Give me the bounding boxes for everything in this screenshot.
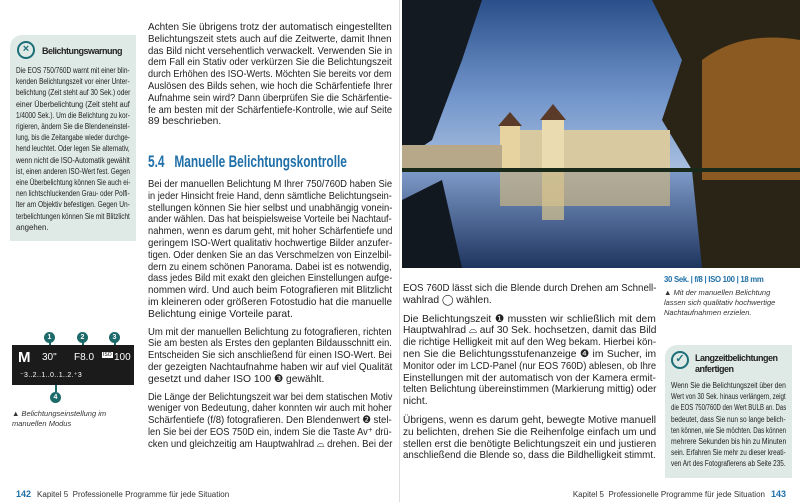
text-line — [671, 425, 786, 436]
text-line — [148, 105, 392, 117]
body-text-part1 — [148, 22, 392, 128]
text-line-text: Belichtung einige Vorteile parat. — [148, 308, 293, 320]
text-line-text: ten können, wie Sie möchten. Das können — [671, 425, 787, 435]
text-line-text: Auslösen des Bilds sehen, wie hoch die Schärfentiefe Ihrer — [148, 80, 393, 92]
tip-box — [665, 345, 792, 478]
text-line — [16, 121, 130, 132]
text-line-text: Entscheiden Sie sich anschließend für einen ISO-Wert. Bei — [148, 350, 392, 362]
text-line — [403, 314, 656, 326]
text-line — [148, 93, 392, 105]
text-line — [403, 349, 656, 361]
text-line-text: kenden Belichtungszeit vor einer Unter- — [16, 77, 130, 87]
text-line-text: weniger von Bedeutung, daher konnten wir auch mit hoher — [148, 403, 392, 415]
text-line — [403, 396, 656, 408]
text-line — [148, 57, 392, 69]
text-line — [148, 309, 392, 321]
photo-caption: ▲ Mit der manuellen Belichtung lassen sich qualitativ hochwertige Nachtaufnahmen erzielen. — [664, 288, 776, 317]
text-line — [148, 427, 392, 439]
text-line-text: wahlrad ◯ wählen. — [403, 294, 492, 306]
text-line-text: nicht. — [403, 396, 428, 408]
text-line-text: die richtige Helligkeit mit auf den Weg bekam. Hierbei kön- — [403, 337, 657, 349]
castle-night-photo — [402, 0, 800, 268]
text-line-text: Die Belichtungszeit ❶ mussten wir schließlich mit dem — [403, 313, 656, 325]
text-line-text: Um mit der manuellen Belichtung zu fotografieren, richten — [148, 326, 392, 338]
text-line-text: Sie am besten als Erstes den geplanten Bildausschnitt ein. — [148, 338, 392, 350]
text-line-text: sein. Erfahren Sie mehr zu dieser kreati- — [671, 448, 786, 458]
text-line — [403, 450, 656, 462]
text-line — [148, 116, 392, 128]
marker-2: 2 — [77, 332, 88, 343]
text-line-text: angehen. — [16, 222, 49, 232]
tip-text — [671, 380, 786, 470]
text-line — [403, 373, 656, 385]
exposure-scale: ⁻3..2..1..0..1..2.⁺3 — [20, 372, 83, 379]
text-line — [16, 211, 130, 222]
text-line-text: der gezeigten Nachtaufnahme haben wir auf viel Qualität — [148, 361, 393, 373]
text-line — [403, 337, 656, 349]
text-line-text: lung, bis die Zeitangabe wieder durchge- — [16, 133, 130, 143]
text-line-text: len Sie bei der EOS 750D ein, indem Sie die Taste Av⁺ drü- — [148, 426, 392, 438]
x-circle-icon: × — [17, 41, 35, 59]
check-circle-icon: ✓ — [671, 351, 689, 369]
text-line — [148, 374, 392, 386]
text-line-text: Belichtungszeit stets auch auf die Zeitwerte, damit Ihnen — [148, 33, 392, 45]
text-line-text: Bei der manuellen Belichtung M Ihrer 750/760D haben Sie — [148, 179, 393, 190]
text-line — [148, 214, 392, 226]
text-line — [148, 179, 392, 191]
text-line-text: die EOS 750/760D den Wert BULB an. Das — [671, 403, 787, 413]
right-page — [400, 0, 800, 502]
text-line-text: telten Belichtung übereinstimmen (Markierung mittig) oder — [403, 384, 657, 396]
text-line — [671, 458, 786, 469]
text-line-text: mehrere Sekunden bis hin zu Minuten — [671, 437, 787, 447]
text-line — [671, 447, 786, 458]
photo-settings: 30 Sek. | f/8 | ISO 100 | 18 mm — [664, 275, 764, 284]
footer-left: 142 Kapitel 5 Professionelle Programme für jede Situation — [16, 489, 230, 499]
text-line-text: Wenn Sie die Belichtungszeit über den — [671, 381, 786, 390]
warning-box — [10, 35, 136, 241]
text-line-text: Hauptwahlrad ⌓ auf 30 Sek. hochsetzen, damit das Bild — [403, 325, 657, 337]
text-line — [148, 46, 392, 58]
text-line-text: tigen. Oder denken Sie an das Verschmelzen von Einzelbil- — [148, 249, 392, 261]
text-line — [403, 283, 656, 295]
text-line-text: eine Überbelichtung können Sie auch ei- — [16, 178, 131, 188]
text-line-text: Die Länge der Belichtungszeit war bei dem statischen Motiv — [148, 391, 393, 403]
text-line — [148, 226, 392, 238]
aperture-value: F8.0 — [74, 352, 95, 363]
lcd-panel — [12, 345, 134, 385]
text-line-text: fe am besten mit der Schärfentiefe-Kontrolle, wie auf Seite — [148, 104, 393, 116]
text-line-text: cken und gleichzeitig am Hauptwahlrad ⌓ drehen. Bei der — [148, 438, 393, 450]
marker-4: 4 — [50, 392, 61, 403]
text-line — [403, 439, 656, 451]
iso-value: 100 — [114, 352, 131, 363]
text-line-text: Schärfentiefe (f/8) fotografieren. Den Blendenwert ❷ stel- — [148, 415, 392, 427]
section-heading: 5.4 Manuelle Belichtungskontrolle — [148, 152, 347, 171]
text-line — [16, 87, 130, 98]
text-line-text: Wert von 30 Sek. hinaus verlängern, zeigt — [671, 392, 786, 402]
text-line — [148, 338, 392, 350]
text-line — [148, 350, 392, 362]
text-line-text: Monitor oder im LCD-Panel (nur EOS 760D) ablesen, ob Ihre — [403, 360, 657, 372]
text-line — [671, 391, 786, 402]
text-line-text: ist, einen anderen ISO-Wert fest. Gegen — [16, 166, 130, 176]
text-line — [16, 99, 130, 110]
text-line — [403, 384, 656, 396]
text-line — [148, 439, 392, 451]
text-line — [148, 415, 392, 427]
text-line — [16, 110, 130, 121]
text-line-text: das Bild nicht versehentlich verwackelt. Verwenden Sie in — [148, 45, 393, 57]
text-line — [403, 427, 656, 439]
text-line-text: 1/4000 Sek.). Um die Belichtung zu kor- — [16, 110, 130, 120]
text-line — [148, 238, 392, 250]
text-line — [148, 273, 392, 285]
text-line-text: lter am Objektiv befestigen. Gegen Un- — [16, 200, 130, 210]
text-line — [671, 414, 786, 425]
tip-title: Langzeitbelichtungen anfertigen — [695, 353, 778, 374]
shutter-value: 30" — [42, 352, 57, 363]
text-line — [148, 403, 392, 415]
text-line-text: hend leuchtet. Oder legen Sie alternativ, — [16, 144, 130, 154]
text-line — [403, 295, 656, 307]
text-line-text: dass jedes Bild mit exakt den gleichen Einstellungen aufge- — [148, 273, 393, 285]
text-line-text: Aufnahme sein wird? Dann überprüfen Sie die Schärfentie- — [148, 92, 393, 104]
text-line — [16, 222, 130, 233]
text-line — [148, 69, 392, 81]
warning-text — [16, 65, 130, 233]
text-line — [16, 177, 130, 188]
text-line-text: stellungen können Sie hier selbst und unabhängig vonein- — [148, 202, 393, 214]
text-line-text: geringem ISO-Wert qualitativ hochwertige Bilder anzufer- — [148, 237, 393, 249]
text-line — [16, 155, 130, 166]
text-line — [148, 297, 392, 309]
text-line-text: in jeder Hinsicht freie Hand, denn sämtliche Belichtungsein- — [148, 190, 392, 202]
text-line — [16, 188, 130, 199]
text-line-text: Einstellungen mit der automatisch von der Kamera ermit- — [403, 372, 656, 384]
text-line-text: ven Art des Fotografierens ab Seite 235. — [671, 459, 786, 469]
text-line — [671, 436, 786, 447]
text-line — [148, 250, 392, 262]
text-line — [148, 392, 392, 404]
text-line — [16, 132, 130, 143]
text-line-text: Die EOS 750/760D warnt mit einer blin- — [16, 66, 130, 75]
text-line — [403, 325, 656, 337]
text-line-text: im kleineren oder größeren Fotostudio hat die manuelle — [148, 296, 392, 308]
text-line — [403, 415, 656, 427]
text-line-text: ander wählen. Das hat beispielsweise Vorteile bei Nachtauf- — [148, 214, 392, 226]
text-line — [16, 199, 130, 210]
text-line-text: stellen erst die benötigte Belichtungszeit ein und justieren — [403, 438, 657, 450]
marker-1: 1 — [44, 332, 55, 343]
text-line-text: Übrigens, wenn es darum geht, bewegte Motive manuell — [403, 414, 656, 426]
text-line-text: durch Erhöhen des ISO-Werts. Möchten Sie bereits vor dem — [148, 69, 392, 81]
text-line — [148, 327, 392, 339]
text-line — [148, 362, 392, 374]
text-line-text: gesetzt und daher ISO 100 ❸ gewählt. — [148, 373, 325, 385]
text-line-text: EOS 760D lässt sich die Blende durch Drehen am Schnell- — [403, 283, 657, 294]
text-line-text: 89 beschrieben. — [148, 116, 222, 128]
warning-title: Belichtungswarnung — [42, 46, 123, 56]
text-line-text: nen Sie die Belichtungsstufenanzeige ❹ im Sucher, im — [403, 348, 657, 360]
mode-indicator: M — [18, 349, 31, 366]
figure-caption: ▲ Belichtungseinstellung im manuellen Modus — [12, 409, 107, 428]
iso-label: ISO — [103, 352, 112, 358]
text-line-text: dem Fall ein Stativ oder verkürzen Sie die Belichtungszeit — [148, 57, 392, 69]
text-line-text: bedeutet, dass Sie nun so lange belich- — [671, 414, 786, 424]
text-line-text: einer Überbelichtung (Zeit steht auf — [16, 99, 130, 109]
text-line-text: nahmen, wenn es darum geht, mit hoher Schärfentiefe und — [148, 226, 393, 238]
text-line-text: Achten Sie übrigens trotz der automatisch eingestellten — [148, 22, 392, 33]
text-line — [148, 34, 392, 46]
text-line — [148, 262, 392, 274]
body-text-right — [403, 283, 656, 462]
text-line — [16, 65, 130, 76]
text-line — [148, 22, 392, 34]
text-line — [671, 380, 786, 391]
text-line — [148, 285, 392, 297]
text-line-text: wenn nicht die ISO-Automatik gewählt — [16, 155, 130, 165]
body-text-part2 — [148, 179, 392, 451]
marker-3: 3 — [109, 332, 120, 343]
text-line — [16, 143, 130, 154]
text-line-text: nen lichtschluckenden Grau- oder Polfi- — [16, 189, 130, 199]
text-line — [148, 81, 392, 93]
text-line — [671, 402, 786, 413]
text-line — [148, 191, 392, 203]
text-line-text: nommen wird. Und auch beim Fotografieren mit Blitzlicht — [148, 285, 393, 297]
text-line — [16, 76, 130, 87]
text-line — [403, 361, 656, 373]
text-line-text: anschließend die Blende so, dass die Bildhelligkeit stimmt. — [403, 450, 656, 462]
text-line-text: belichtung (Zeit steht auf 30 Sek.) oder — [16, 88, 131, 98]
footer-right: Kapitel 5 Professionelle Programme für jede Situation 143 — [572, 489, 786, 499]
text-line-text: zu belichten, drehen Sie die Reihenfolge einfach um und — [403, 426, 657, 438]
text-line-text: terbelichtungen können Sie mit Blitzlicht — [16, 211, 130, 221]
text-line-text: rigieren, ändern Sie die Blendeneinstel- — [16, 122, 130, 132]
text-line — [148, 203, 392, 215]
text-line — [16, 166, 130, 177]
text-line-text: dern zu einem schönen Panorama. Dabei ist es notwendig, — [148, 261, 392, 273]
